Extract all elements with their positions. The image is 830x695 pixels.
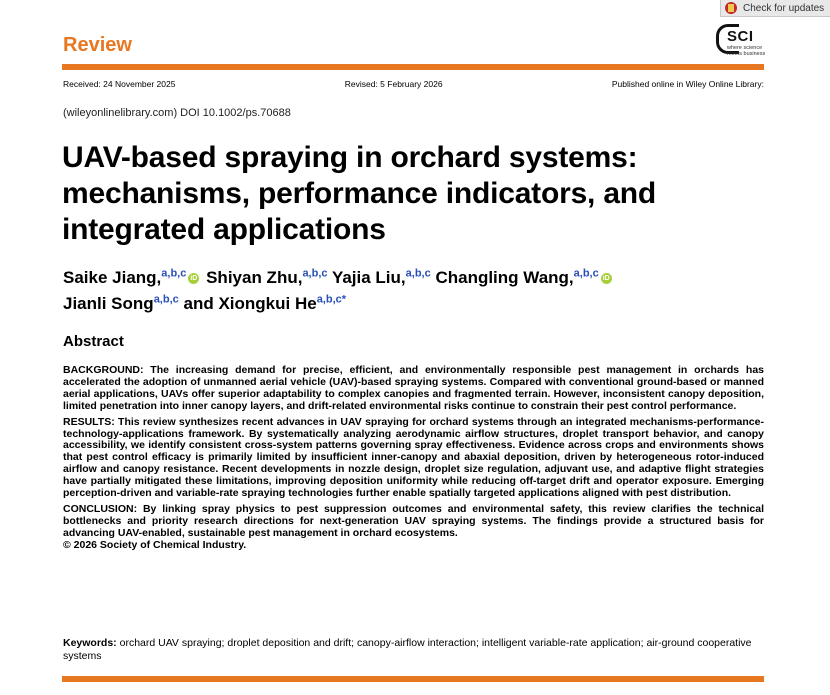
- author-affiliation: a,b,c: [573, 267, 599, 279]
- abstract-results: RESULTS: This review synthesizes recent advances in UAV spraying for orchard systems through an integrated mechanisms-performance-technology-applications framework. By systematically analyzing aerodynamic airflow structures, droplet transport behavior, and canopy accessibility, we identify consistent cross-system patterns governing spray effectiveness. Evidence across crops and environments shows that pest control efficacy is primarily limited by insufficient inner-canopy and abaxial deposition, driven by heterogeneous rotor-induced airflow and canopy resistance. Recent developments in nozzle design, droplet size regulation, adjuvant use, and adaptive flight strategies have partially mitigated these limitations, improving deposition uniformity while reducing off-target drift and operator exposure. Emerging perception-driven and variable-rate spraying technologies further enable spatially targeted applications aligned with pest distribution.: [63, 415, 764, 500]
- author-affiliation: a,b,c*: [316, 293, 347, 306]
- author-name: Yajia Liu,: [331, 267, 406, 287]
- orcid-icon[interactable]: iD: [190, 274, 198, 282]
- author-affiliation: a,b,c: [302, 267, 328, 279]
- keywords-text: orchard UAV spraying; droplet deposition and drift; canopy-airflow interaction; intelligent variable-rate application; air-ground cooperative systems: [63, 637, 752, 662]
- abstract-conclusion: CONCLUSION: By linking spray physics to pest suppression outcomes and environmental safety, this review clarifies the technical bottlenecks and priority research directions for next-generation UAV spraying systems. The findings provide a structured basis for advancing UAV-enabled, sustainable pest management in orchard ecosystems.: [63, 502, 764, 539]
- author-affiliation: a,b,c: [405, 267, 431, 279]
- sci-logo-text: SCI: [727, 28, 754, 45]
- author-name: Jianli Song: [63, 294, 154, 314]
- revised-date: Revised: 5 February 2026: [344, 79, 443, 89]
- section-label: Review: [63, 34, 132, 56]
- author-name: Changling Wang,: [435, 267, 574, 287]
- author-affiliation: a,b,c: [161, 267, 187, 279]
- orcid-icon[interactable]: iD: [602, 274, 610, 282]
- check-for-updates-button[interactable]: [720, 0, 830, 17]
- author[interactable]: [184, 294, 347, 313]
- article-title: UAV-based spraying in orchard systems: mechanisms, performance indicators, and integrated applications: [62, 141, 657, 246]
- article-dates: [63, 79, 764, 89]
- author[interactable]: [63, 268, 201, 287]
- abstract-background: BACKGROUND: The increasing demand for precise, efficient, and environmentally responsible pest management in orchards has accelerated the adoption of unmanned aerial vehicle (UAV)-based spraying systems. Compared with conventional ground-based or manned aerial applications, UAVs offer superior adaptability to complex canopies and fragmented terrain. However, inconsistent canopy deposition, limited penetration into inner canopy layers, and drift-related environmental risks continue to constrain their pest control performance.: [63, 364, 764, 412]
- copyright-notice: © 2026 Society of Chemical Industry.: [63, 538, 247, 551]
- author[interactable]: [435, 268, 613, 287]
- check-for-updates-label: Check for updates: [743, 2, 825, 14]
- abstract-heading: Abstract: [63, 333, 124, 350]
- author-name: Shiyan Zhu,: [206, 267, 303, 287]
- author-name: Saike Jiang,: [63, 267, 162, 287]
- author-list: [63, 262, 783, 315]
- keywords-label: Keywords:: [63, 637, 117, 649]
- received-date: Received: 24 November 2025: [63, 79, 176, 89]
- author-affiliation: a,b,c: [153, 293, 179, 306]
- header-divider: [62, 64, 764, 70]
- abstract-body: [63, 365, 764, 556]
- footer-divider: [62, 676, 764, 682]
- bookmark-icon: [725, 2, 737, 14]
- keywords: [63, 637, 764, 663]
- author[interactable]: [332, 268, 431, 287]
- author[interactable]: [206, 268, 327, 287]
- published-info: Published online in Wiley Online Library:: [611, 79, 764, 89]
- author-name: and Xiongkui He: [183, 294, 317, 314]
- doi-link[interactable]: (wileyonlinelibrary.com) DOI 10.1002/ps.70688: [63, 107, 291, 119]
- sci-logo-tagline: where science meets business: [727, 45, 766, 57]
- author[interactable]: [63, 294, 179, 313]
